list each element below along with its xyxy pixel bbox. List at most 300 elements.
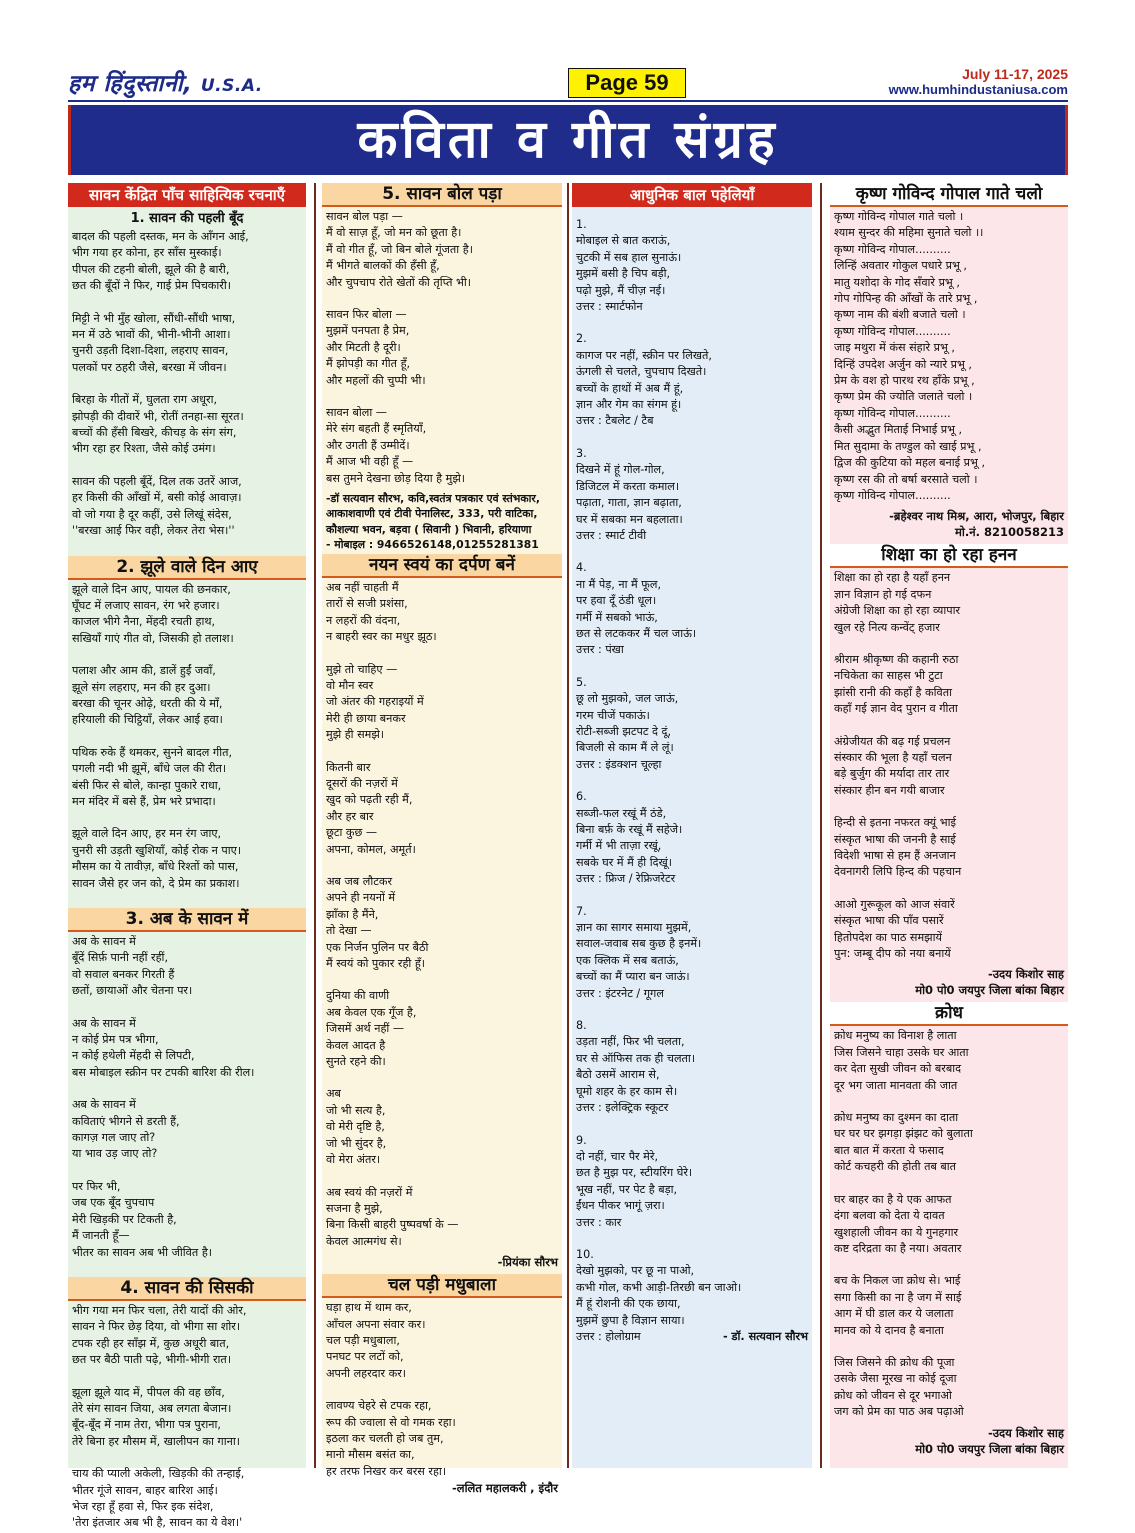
riddle-answer: उत्तर : कार <box>576 1215 622 1229</box>
poem-line: और महलों की चुप्पी भी। <box>326 373 426 387</box>
stanza <box>834 652 1064 718</box>
poem-title: 3. अब के सावन में <box>68 908 306 932</box>
riddle-number: 1. <box>576 218 587 231</box>
poem-title: 5. सावन बोल पड़ा <box>322 183 562 207</box>
stanza <box>72 1466 302 1532</box>
poem-line: कविताएं भीगने से डरती हैं, <box>72 1114 180 1128</box>
poem-line: कृष्ण नाम की बंशी बजाते चलो । <box>834 308 966 322</box>
masthead-rule <box>68 100 1068 102</box>
text-line: - मोबाइल : 9466526148,01255281381 <box>326 537 539 551</box>
poem-line: क्रोध मनुष्य का विनाश है लाता <box>834 1029 957 1043</box>
poem-line: छूटा कुछ — <box>326 826 378 840</box>
poem-line: अपने ही नयनों में <box>326 891 396 905</box>
poem-line: जो भी सुंदर है, <box>326 1136 387 1150</box>
poem-line: सुनते रहने की। <box>326 1055 386 1069</box>
poem-line: और हर बार <box>326 809 374 823</box>
riddle-item <box>576 446 808 544</box>
poem-line: सावन ने फिर छेड़ दिया, वो भीगा सा शोर। <box>72 1320 241 1334</box>
poem-line: झूले वाले दिन आए, पायल की छनकार, <box>72 582 231 596</box>
riddle-list <box>576 217 808 1345</box>
poem-line: बूँदें सिर्फ़ पानी नहीं रहीं, <box>72 951 169 965</box>
poem-line: आग में घी डाल कर ये जलाता <box>834 1307 954 1321</box>
poem-line: इठला कर चलती हो जब तुम, <box>326 1431 444 1445</box>
poem-line: मुझमें पनपता है प्रेम, <box>326 324 410 338</box>
poem-line: संस्कृत भाषा की जननी है साई <box>834 832 956 846</box>
poem-line: देवनागरी लिपि हिन्द की पहचान <box>834 865 962 879</box>
poem-line: हितोपदेश का पाठ समझायें <box>834 930 943 944</box>
riddle-line: कागज पर नहीं, स्क्रीन पर लिखते, <box>576 348 712 362</box>
poem-line: बंसी फिर से बोले, कान्हा पुकारे राधा, <box>72 778 222 792</box>
poem-line: संस्कृत भाषा की पाँव पसारें <box>834 914 944 928</box>
riddle-item <box>576 675 808 773</box>
poem-title: 1. सावन की पहली बूँद <box>130 211 244 226</box>
poem-line: जिसमें अर्थ नहीं — <box>326 1022 405 1036</box>
poem-line: और मिटती है दूरी। <box>326 340 401 354</box>
stanza <box>72 1385 302 1451</box>
poem-body <box>834 570 1064 962</box>
stanza <box>72 582 302 648</box>
poem-line: मिट्टी ने भी मुँह खोला, सौंधी-सौंधी भाषा, <box>72 311 236 325</box>
riddle-item <box>576 1247 808 1345</box>
poem-body <box>326 580 558 1250</box>
poem-line: दंगा बलवा को देता ये दावत <box>834 1209 945 1223</box>
poem-line: पगली नदी भी झूमें, बाँधे जल की रीत। <box>72 762 227 776</box>
riddle-line: पढ़ाता, गाता, ज्ञान बढ़ाता, <box>576 496 682 510</box>
poem-body <box>834 209 1064 504</box>
issue-date: July 11-17, 2025 <box>962 66 1068 82</box>
poem-line: हर तरफ निखर कर बरस रहा। <box>326 1464 447 1478</box>
poem-line: मानो मौसम बसंत का, <box>326 1448 415 1462</box>
poem-line: बरखा की चूनर ओढ़े, धरती की ये माँ, <box>72 696 223 710</box>
poem-line: हिन्दी से इतना नफरत क्यूं भाई <box>834 816 956 830</box>
poem-line: ''बरखा आई फिर वही, लेकर तेरा भेस।'' <box>72 524 235 538</box>
poem-line: दुनिया की वाणी <box>326 989 390 1003</box>
brand-logo <box>68 66 263 98</box>
riddle-line: घर से ऑफिस तक ही चलता। <box>576 1051 696 1065</box>
author-signature: -ललित महालकरी , इंदौर <box>452 1481 558 1496</box>
poem-line: बूँद-बूँद में नाम तेरा, भीगा पत्र पुराना, <box>72 1418 221 1432</box>
poem-line: पथिक रुके हैं थमकर, सुनने बादल गीत, <box>72 745 233 759</box>
poem-line: चुनरी उड़ती दिशा-दिशा, लहराए सावन, <box>72 344 229 358</box>
author-address: मो0 पो0 जयपुर जिला बांका बिहार <box>915 1441 1064 1456</box>
riddle-answer: उत्तर : इंटरनेट / गूगल <box>576 986 664 1000</box>
poem-line: जब एक बूँद चुपचाप <box>72 1196 155 1210</box>
poem-line: कृष्ण गोविन्द गोपाल.......... <box>834 488 951 502</box>
poem-line: ज्ञान विज्ञान हो गई दफन <box>834 587 932 601</box>
poem-line: चाय की प्याली अकेली, खिड़की की तन्हाई, <box>72 1467 245 1481</box>
riddle-line: सब्जी-फल रखूं मैं ठंडे, <box>576 806 667 820</box>
riddle-number: 4. <box>576 561 587 575</box>
poem-line: अब केवल एक गूँज है, <box>326 1005 417 1019</box>
stanza <box>326 662 558 744</box>
website-link[interactable]: www.humhindustaniusa.com <box>888 82 1068 97</box>
poem-line: क्रोध मनुष्य का दुश्मन का दाता <box>834 1111 959 1125</box>
poem-line: बात बात में करता ये फसाद <box>834 1143 944 1157</box>
poem-line: मेरी ही छाया बनकर <box>326 711 406 725</box>
stanza <box>834 734 1064 800</box>
masthead-right <box>889 66 1068 98</box>
column-divider <box>314 183 316 1468</box>
poem-line: मैं वो गीत हूँ, जो बिन बोले गूंजता है। <box>326 242 473 256</box>
section-banner: कविता व गीत संग्रह <box>68 105 1068 175</box>
riddle-item <box>576 904 808 1002</box>
riddle-number: 10. <box>576 1247 594 1261</box>
poem-line: मन में उठे भावों की, भीनी-भीनी आशा। <box>72 328 231 342</box>
poem-line: कृष्ण रस की तो बर्षा बरसाते चलो । <box>834 472 978 486</box>
stanza <box>72 229 302 295</box>
stanza <box>834 1273 1064 1339</box>
poem-line: झोपड़ी की दीवारें भी, रोतीं तनहा-सा सूरत। <box>72 409 244 423</box>
poem-line: श्रीराम श्रीकृष्ण की कहानी रुठा <box>834 652 959 666</box>
riddle-item <box>576 789 808 887</box>
riddle-line: ऊंगली से चलते, चुपचाप दिखते। <box>576 365 707 379</box>
brand-suffix: U.S.A. <box>200 76 263 96</box>
riddle-number: 8. <box>576 1019 587 1033</box>
riddle-line: उड़ता नहीं, फिर भी चलता, <box>576 1035 685 1049</box>
author-signature: - डॉ. सत्यवान सौरभ <box>723 1329 808 1343</box>
poem-line: उसके जैसा मूरख ना कोई दूजा <box>834 1372 957 1386</box>
riddle-line: मोबाइल से बात कराऊं, <box>576 234 671 248</box>
poem-line: सावन बोला — <box>326 406 387 420</box>
riddle-number: 6. <box>576 790 587 804</box>
riddle-item <box>576 1133 808 1231</box>
poem-line: झांसी रानी की कहाँ है कविता <box>834 685 953 699</box>
poem-line: अंग्रेजी शिक्षा का हो रहा व्यापार <box>834 604 961 618</box>
poem-body <box>834 1028 1064 1420</box>
poem-line: बस मोबाइल स्क्रीन पर टपकी बारिश की रील। <box>72 1065 255 1079</box>
poem-body <box>72 582 302 893</box>
poem-line: और उगती हैं उम्मीदें। <box>326 438 410 452</box>
poem-line: मानव को ये दानव है बनाता <box>834 1323 944 1337</box>
poem-line: सखियाँ गाएं गीत वो, जिसकी हो तलाश। <box>72 631 234 645</box>
stanza <box>326 580 558 646</box>
riddle-number: 7. <box>576 904 587 918</box>
poem-line: मैं भीगते बालकों की हँसी हूँ, <box>326 259 440 273</box>
column-poems-4 <box>830 183 1068 1468</box>
poem-line: विदेशी भाषा से हम हैं अनजान <box>834 849 956 862</box>
poem-line: लावण्य चेहरे से टपक रहा, <box>326 1399 432 1413</box>
poem-line: कोर्ट कचहरी की होती तब बात <box>834 1160 957 1174</box>
riddle-answer: उत्तर : पंखा <box>576 643 624 657</box>
riddle-line: सबके घर में मैं ही दिखूं। <box>576 855 672 869</box>
poem-line: सजना है मुझे, <box>326 1201 383 1215</box>
riddle-line: ईंधन पीकर भागूं ज़रा। <box>576 1199 665 1213</box>
poem-line: एक निर्जन पुलिन पर बैठी <box>326 940 429 954</box>
riddle-line: छू लो मुझको, जल जाऊं, <box>576 692 679 706</box>
riddle-line: पढ़ो मुझे, मैं चीज़ नई। <box>576 283 666 297</box>
author-signature: -उदय किशोर साह <box>987 1425 1064 1440</box>
poem-line: पर फिर भी, <box>72 1179 121 1193</box>
poem-line: सावन बोल पड़ा — <box>326 210 403 223</box>
poem-line: अब के सावन में <box>72 935 136 948</box>
poem-line: वो मेरा अंतर। <box>326 1153 381 1167</box>
poem-line: तो देखा — <box>326 924 372 938</box>
poem-line: मैं जानती हूँ— <box>72 1229 130 1243</box>
poem-line: तारों से सजी प्रशंसा, <box>326 597 408 611</box>
author-signature: -उदय किशोर साह <box>987 967 1064 982</box>
poem-line: वो मेरी दृष्टि है, <box>326 1120 385 1134</box>
riddle-line: भूख नहीं, पर पेट है बड़ा, <box>576 1182 678 1196</box>
riddle-answer: उत्तर : फ्रिज / रेफ्रिजरेटर <box>576 872 676 886</box>
riddle-answer: उत्तर : होलोग्राम <box>576 1329 641 1343</box>
poem-line: मित सुदामा के तण्डुल को खाई प्रभू , <box>834 439 982 453</box>
riddle-line: गरम चीजें पकाऊं। <box>576 708 650 722</box>
riddle-line: बच्चों का मैं प्यारा बन जाऊं। <box>576 970 690 984</box>
riddle-line: गर्मी में भी ताज़ा रखूं, <box>576 839 662 853</box>
poem-line: सावन फिर बोला — <box>326 308 407 322</box>
poem-line: झूला झूले याद में, पीपल की वह छाँव, <box>72 1385 225 1399</box>
poem-line: जो भी सत्य है, <box>326 1103 386 1117</box>
riddle-answer-row <box>576 1329 808 1345</box>
poem-line: श्याम सुन्दर की महिमा सुनाते चलो ।। <box>834 226 984 240</box>
poem-line: सावन जैसे हर जन को, दे प्रेम का प्रकाश। <box>72 876 240 890</box>
poem-line: अब स्वयं की नज़रों में <box>326 1185 413 1199</box>
poem-line: पुन: जम्बू दीप को नया बनायें <box>834 947 951 961</box>
riddle-line: ना मैं पेड़, ना मैं फूल, <box>576 577 662 591</box>
poem-line: मुझे तो चाहिए — <box>326 662 398 676</box>
riddle-answer: उत्तर : स्मार्ट टीवी <box>576 528 647 542</box>
poem-line: आँचल अपना संवार कर। <box>326 1317 426 1331</box>
poem-line: खुशहाली जीवन का ये गुनहगार <box>834 1225 959 1239</box>
poem-line: दिन्हिं उपदेश अर्जुन को न्यारे प्रभू , <box>834 357 972 371</box>
riddle-line: मुझमें बसी है चिप बड़ी, <box>576 267 671 281</box>
poem-line: न बाहरी स्वर का मधुर झूठ। <box>326 630 437 644</box>
poem-line: झाँका है मैंने, <box>326 907 379 921</box>
stanza <box>326 307 558 389</box>
poem-line: कृष्ण गोविन्द गोपाल गाते चलो । <box>834 210 964 223</box>
riddle-number: 5. <box>576 675 587 689</box>
stanza <box>72 311 302 377</box>
poem-line: खुल रहे नित्य कन्वेंट् हजार <box>834 620 940 634</box>
poem-line: भेज रहा हूँ हवा से, फिर इक संदेश, <box>72 1499 214 1513</box>
riddle-number: 3. <box>576 446 587 460</box>
poem-line: नचिकेता का साहस भी टुटा <box>834 669 943 683</box>
poem-line: मैं स्वयं को पुकार रही हूँ। <box>326 957 426 971</box>
riddle-answer: उत्तर : स्मार्टफोन <box>576 300 643 314</box>
poem-line: भीग गया मन फिर चला, तेरी यादों की ओर, <box>72 1303 247 1317</box>
poem-title: कृष्ण गोविन्द गोपाल गाते चलो <box>830 183 1068 207</box>
stanza <box>72 474 302 540</box>
column-divider <box>567 183 569 1468</box>
riddle-item <box>576 1018 808 1116</box>
poem-line: छत की बूँदों ने फिर, गाई प्रेम पिचकारी। <box>72 279 231 293</box>
masthead <box>68 66 1068 102</box>
poem-line: न कोई हथेली मेंहदी से लिपटी, <box>72 1049 195 1063</box>
stanza <box>834 815 1064 881</box>
stanza <box>834 1355 1064 1421</box>
poem-line: पनघट पर लटों को, <box>326 1350 404 1364</box>
riddle-line: सवाल-जवाब सब कुछ है इनमें। <box>576 937 702 951</box>
brand-name: हम हिंदुस्तानी, <box>68 71 193 97</box>
column-divider <box>820 183 822 1468</box>
riddle-item <box>576 560 808 658</box>
poem-line: जग को प्रेम का पाठ अब पढ़ाओ <box>834 1405 964 1419</box>
stanza <box>72 1097 302 1163</box>
riddle-line: ज्ञान और गेम का संगम हूं। <box>576 398 682 412</box>
poem-line: आओ गुरूकूल को आज संवारें <box>834 897 955 911</box>
poem-line: टपक रही हर साँझ में, कुछ अधूरी बात, <box>72 1336 230 1350</box>
poem-line: मन मंदिर में बसे हैं, प्रेम भरे प्रभादा। <box>72 794 216 808</box>
poem-line: बिरहा के गीतों में, घुलता राग अधूरा, <box>72 393 218 407</box>
poem-title: 4. सावन की सिसकी <box>68 1277 306 1301</box>
poem-line: और चुपचाप रोते खेतों की तृप्ति भी। <box>326 275 472 289</box>
stanza <box>834 209 1064 504</box>
poem-line: काजल भीगे नैना, मेंहदी रचती हाथ, <box>72 615 216 629</box>
stanza <box>326 1300 558 1382</box>
poem-line: गोप गोपिन्ह की आँखों के तारे प्रभू , <box>834 292 978 306</box>
poem-line: वो जो गया है दूर कहीं, उसे लिखूं संदेस, <box>72 507 232 521</box>
poem-line: कृष्ण गोविन्द गोपाल.......... <box>834 406 951 420</box>
poem-line: कष्ट दरिद्रता का है नया। अवतार <box>834 1241 962 1255</box>
riddle-line: गर्मी में सबको भाऊं, <box>576 610 658 624</box>
poem-line: अपनी लहरदार कर। <box>326 1366 407 1380</box>
stanza <box>834 570 1064 636</box>
riddle-line: बिजली से काम मैं ले लूं। <box>576 741 674 755</box>
poem-line: न लहरों की वंदना, <box>326 613 401 627</box>
riddle-line: कभी गोल, कभी आड़ी-तिरछी बन जाओ। <box>576 1280 742 1294</box>
author-signature: -प्रियंका सौरभ <box>497 1255 558 1270</box>
poem-body <box>326 209 558 487</box>
poem-line: हर किसी की आँखों में, बसी कोई आवाज़। <box>72 491 242 505</box>
author-signature: -ब्रहेश्वर नाथ मिश्र, आरा, भोजपुर, बिहार <box>889 509 1064 524</box>
poem-line: बस तुमने देखना छोड़ दिया है मुझे। <box>326 471 466 485</box>
poem-line: कृष्ण प्रेम की ज्योति जलाते चलो । <box>834 390 973 404</box>
poem-line: झूले वाले दिन आए, हर मन रंग जाए, <box>72 827 222 841</box>
poem-line: घड़ा हाथ में थाम कर, <box>326 1301 412 1315</box>
poem-line: हरियाली की चिट्ठियाँ, लेकर आई हवा। <box>72 713 223 727</box>
poem-line: मैं आज भी वही हूँ — <box>326 455 414 469</box>
riddle-line: डिजिटल में करता कमाल। <box>576 479 680 493</box>
poem-line: बिना किसी बाहरी पुष्पवर्षा के — <box>326 1218 459 1232</box>
text-line: कौशल्या भवन, बड़वा ( सिवानी ) भिवानी, हरियाणा <box>326 522 532 536</box>
poem-line: बड़े बुर्जुग की मर्यादा तार तार <box>834 767 950 781</box>
poem-line: वो मौन स्वर <box>326 678 374 692</box>
poem-line: जिस जिसने चाहा उसके घर आता <box>834 1045 969 1059</box>
stanza <box>326 760 558 858</box>
poem-line: संस्कार की भूला है यहाँ चलन <box>834 750 952 764</box>
stanza <box>72 1179 302 1261</box>
poem-line: छतों, छायाओं और चेतना पर। <box>72 984 193 998</box>
poem-line: कृष्ण गोविन्द गोपाल.......... <box>834 324 951 338</box>
poem-line: अब नहीं चाहती मैं <box>326 580 399 594</box>
poem-line: तेरे संग सावन जिया, अब लगता बेजान। <box>72 1401 232 1415</box>
poem-line: कागज़ गल जाए तो? <box>72 1131 156 1145</box>
riddle-line: दिखने में हूं गोल-गोल, <box>576 463 665 477</box>
poem-line: कर देता सुखी जीवन को बरबाद <box>834 1062 962 1076</box>
text-line: आकाशवाणी एवं टीवी पेनालिस्ट, 333, परी वाटिका, <box>326 507 538 521</box>
stanza <box>72 1303 302 1369</box>
poem-line: कृष्ण गोविन्द गोपाल.......... <box>834 242 951 256</box>
poem-line: तेरे बिना हर मौसम में, खालीपन का गाना। <box>72 1434 240 1448</box>
riddle-line: बिना बर्फ़ के रखूं मैं सहेजे। <box>576 823 683 836</box>
riddle-line: मुझमें छुपा है विज्ञान साया। <box>576 1313 685 1327</box>
text-line: -डॉ सत्यवान सौरभ, कवि,स्वतंत्र पत्रकार एवं स्तंभकार, <box>326 492 540 506</box>
poem-line: लिन्हिं अवतार गोकुल पधारे प्रभू , <box>834 259 967 273</box>
author-credit <box>326 491 558 552</box>
poem-line: बादल की पहली दस्तक, मन के आँगन आई, <box>72 230 249 243</box>
column-poems-2 <box>322 183 562 1496</box>
riddle-line: दो नहीं, चार पैर मेरे, <box>576 1149 658 1163</box>
poem-title: शिक्षा का हो रहा हनन <box>830 544 1068 568</box>
stanza <box>72 1016 302 1082</box>
poem-line: अब <box>326 1087 341 1101</box>
poem-line: केवल आत्मगंध से। <box>326 1234 402 1248</box>
poem-line: रूप की ज्वाला से वो गमक रहा। <box>326 1415 456 1429</box>
poem-line: पीपल की टहनी बोली, झूले की है बारी, <box>72 262 230 276</box>
stanza <box>72 826 302 892</box>
stanza <box>326 209 558 291</box>
stanza <box>834 1110 1064 1176</box>
poem-line: पलकों पर ठहरी जैसे, बरखा में जीवन। <box>72 360 227 374</box>
poem-line: संस्कार हीन बन गयी बाजार <box>834 783 945 797</box>
stanza <box>326 1185 558 1251</box>
poem-line: भीग गया हर कोना, हर साँस मुस्काई। <box>72 246 222 260</box>
riddle-answer: उत्तर : इलेक्ट्रिक स्कूटर <box>576 1101 669 1115</box>
stanza <box>834 897 1064 963</box>
stanza <box>326 1086 558 1168</box>
poem-line: वो सवाल बनकर गिरती हैं <box>72 967 175 981</box>
riddle-number: 2. <box>576 332 587 346</box>
stanza <box>834 1028 1064 1094</box>
poem-line: मातु यशोदा के गोद सँवारे प्रभू , <box>834 275 960 289</box>
stanza <box>326 874 558 972</box>
poem-body <box>326 1300 558 1480</box>
poem-line: अब जब लौटकर <box>326 875 393 888</box>
poem-line: न कोई प्रेम पत्र भीगा, <box>72 1033 159 1047</box>
riddle-line: घूमो शहर के हर काम से। <box>576 1084 678 1098</box>
riddle-answer: उत्तर : टैबलेट / टैब <box>576 414 654 428</box>
poem-line: कैसी अद्भुत मिताई निभाई प्रभू , <box>834 423 963 437</box>
riddle-line: ज्ञान का सागर समाया मुझमें, <box>576 921 692 935</box>
riddle-line: बैठो उसमें आराम से, <box>576 1068 660 1082</box>
poem-line: जाइ मथुरा में कंस संहारे प्रभू , <box>834 341 955 355</box>
stanza <box>834 1192 1064 1258</box>
poem-line: घर बाहर का है ये एक आफत <box>834 1192 952 1206</box>
riddle-line: बच्चों के हाथों में अब मैं हूं, <box>576 381 684 395</box>
stanza <box>72 934 302 1000</box>
poem-line: अपना, कोमल, अमूर्त। <box>326 842 416 856</box>
poem-line: दूर भग जाता मानवता की जात <box>834 1078 958 1092</box>
riddle-number: 9. <box>576 1133 587 1147</box>
stanza <box>72 392 302 458</box>
poem-line: कहाँ गई ज्ञान वेद पुरान व गीता <box>834 702 958 716</box>
riddle-line: एक क्लिक में सब बताऊं, <box>576 953 679 967</box>
poem-line: भीतर गूंजे सावन, बाहर बारिश आई। <box>72 1483 218 1497</box>
poem-line: द्विज की कुटिया को महल बनाई प्रभू , <box>834 456 986 470</box>
poem-title: नयन स्वयं का दर्पण बनें <box>322 554 562 578</box>
poem-line: 'तेरा इंतजार अब भी है, सावन का ये वेश।' <box>72 1516 243 1530</box>
poem-line: मेरी खिड़की पर टिकती है, <box>72 1212 177 1226</box>
riddle-line: देखो मुझको, पर छू ना पाओ, <box>576 1264 695 1278</box>
poem-line: मेरे संग बहती हैं स्मृतियाँ, <box>326 422 427 436</box>
poem-line: केवल आदत है <box>326 1038 386 1052</box>
poem-title: चल पड़ी मधुबाला <box>322 1274 562 1298</box>
poem-line: भीतर का सावन अब भी जीवित है। <box>72 1245 213 1259</box>
riddle-answer: उत्तर : इंडक्शन चूल्हा <box>576 757 662 771</box>
poem-line: चुनरी सी उड़ती खुशियाँ, कोई रोक न पाए। <box>72 843 242 857</box>
poem-line: जिस जिसने की क्रोध की पूजा <box>834 1355 955 1369</box>
poem-line: अब के सावन में <box>72 1098 136 1112</box>
stanza <box>326 1398 558 1480</box>
poem-line: मैं झोपड़ी का गीत हूँ, <box>326 357 411 371</box>
poem-line: सावन की पहली बूँदें, दिल तक उतरें आज, <box>72 474 242 488</box>
poem-line: अंग्रेजीयत की बढ़ गई प्रचलन <box>834 734 951 748</box>
stanza <box>72 663 302 729</box>
riddle-line: मैं हूं रोशनी की एक छाया, <box>576 1297 681 1311</box>
page-number: Page 59 <box>568 68 686 98</box>
poem-line: अब के सावन में <box>72 1016 136 1030</box>
poem-line: प्रेम के वश हो पारथ रथ हाँके प्रभू , <box>834 374 975 388</box>
